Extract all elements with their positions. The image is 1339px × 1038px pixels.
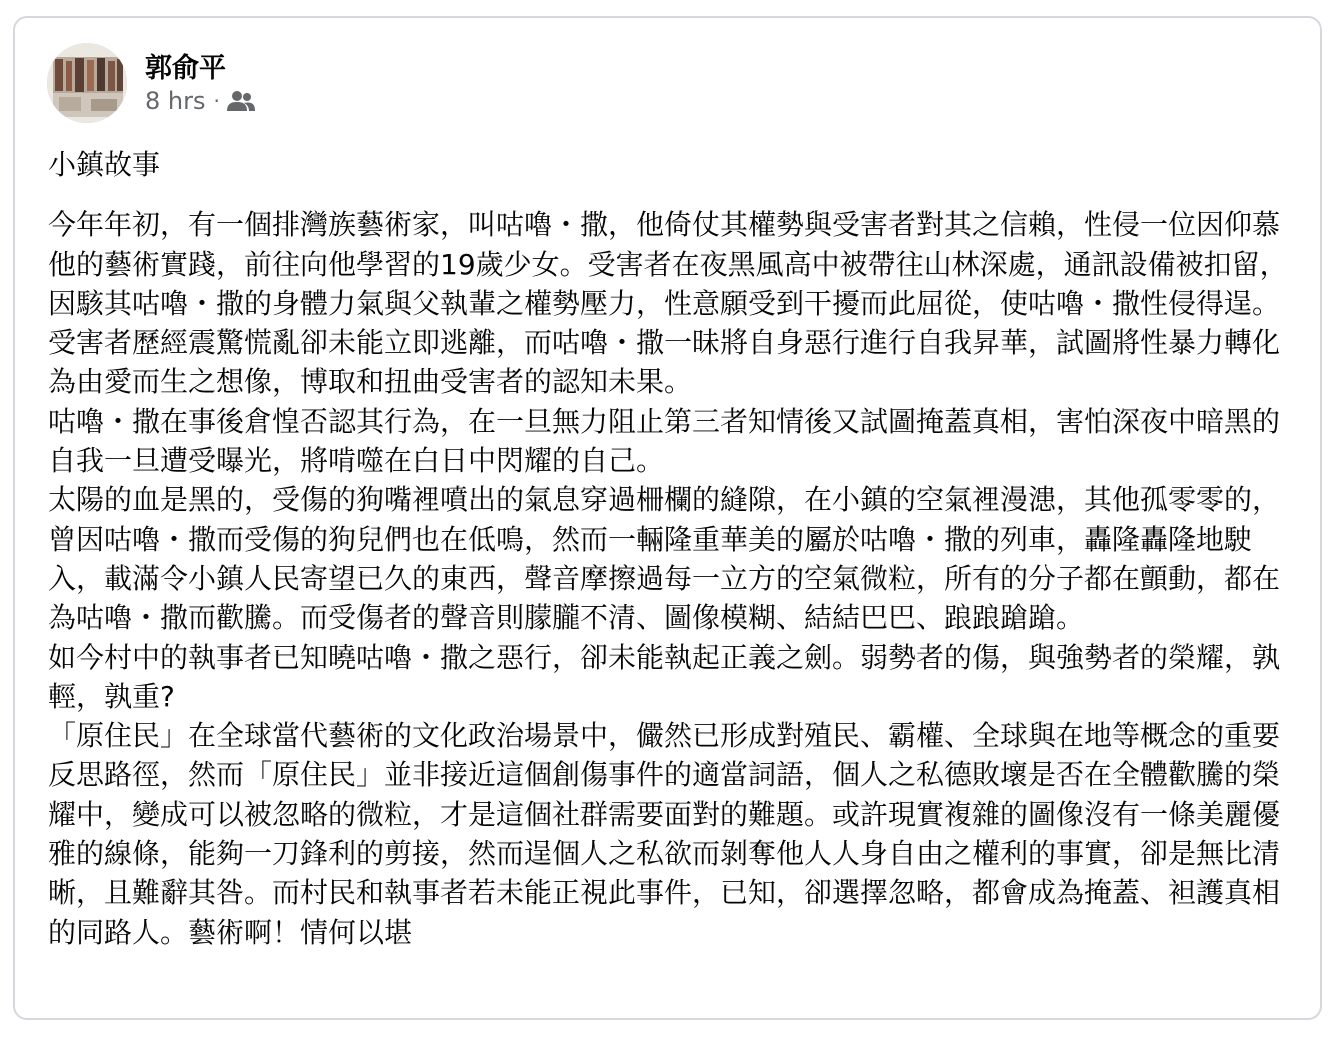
post-paragraph: 咕嚕・撒在事後倉惶否認其行為，在一旦無力阻止第三者知情後又試圖掩蓋真相，害怕深夜中暗黑的自我一旦遭受曝光，將啃噬在白日中閃耀的自己。 — [48, 404, 1281, 478]
post-timestamp[interactable]: 8 hrs — [145, 87, 206, 115]
avatar-photo — [47, 43, 127, 123]
post-card — [13, 16, 1322, 1020]
post-paragraph: 今年年初，有一個排灣族藝術家，叫咕嚕・撒，他倚仗其權勢與受害者對其之信賴，性侵一位因仰慕他的藝術實踐，前往向他學習的19歲少女。受害者在夜黑風高中被帶往山林深處，通訊設備被扣留，因駭其咕嚕・撒的身體力氣與父執輩之權勢壓力，性意願受到干擾而此屈從，使咕嚕・撒性侵得逞。 — [48, 208, 1288, 320]
post-meta — [145, 87, 255, 115]
friends-icon[interactable] — [227, 90, 255, 112]
meta-separator: · — [213, 89, 220, 113]
post-body — [48, 145, 1288, 952]
post-paragraph: 如今村中的執事者已知曉咕嚕・撒之惡行，卻未能執起正義之劍。弱勢者的傷，與強勢者的榮耀，孰輕，孰重? — [48, 640, 1281, 713]
author-name[interactable]: 郭俞平 — [145, 53, 226, 84]
post-paragraph: 太陽的血是黑的，受傷的狗嘴裡噴出的氣息穿過柵欄的縫隙，在小鎮的空氣裡漫漶，其他孤零零的，曾因咕嚕・撒而受傷的狗兒們也在低鳴，然而一輛隆重華美的屬於咕嚕・撒的列車，轟隆轟隆地駛入，載滿令小鎮人民寄望已久的東西，聲音摩擦過每一立方的空氣微粒，所有的分子都在顫動，都在為咕嚕・撒而歡騰。而受傷者的聲音則朦朧不清、圖像模糊、結結巴巴、踉踉蹌蹌。 — [48, 483, 1281, 635]
avatar[interactable] — [47, 43, 127, 123]
post-title: 小鎮故事 — [48, 148, 161, 181]
post-paragraph: 「原住民」在全球當代藝術的文化政治場景中，儼然已形成對殖民、霸權、全球與在地等概念的重要反思路徑，然而「原住民」並非接近這個創傷事件的適當詞語，個人之私德敗壞是否在全體歡騰的榮耀中，變成可以被忽略的微粒，才是這個社群需要面對的難題。或許現實複雜的圖像沒有一條美麗優雅的線條，能夠一刀鋒利的剪接，然而逞個人之私欲而剝奪他人人身自由之權利的事實，卻是無比清晰，且難辭其咎。而村民和執事者若未能正視此事件，已知，卻選擇忽略，都會成為掩蓋、袒護真相的同路人。藝術啊！情何以堪 — [48, 719, 1281, 949]
post-paragraph: 受害者歷經震驚慌亂卻未能立即逃離，而咕嚕・撒一昧將自身惡行進行自我昇華，試圖將性暴力轉化為由愛而生之想像，博取和扭曲受害者的認知未果。 — [48, 326, 1281, 399]
